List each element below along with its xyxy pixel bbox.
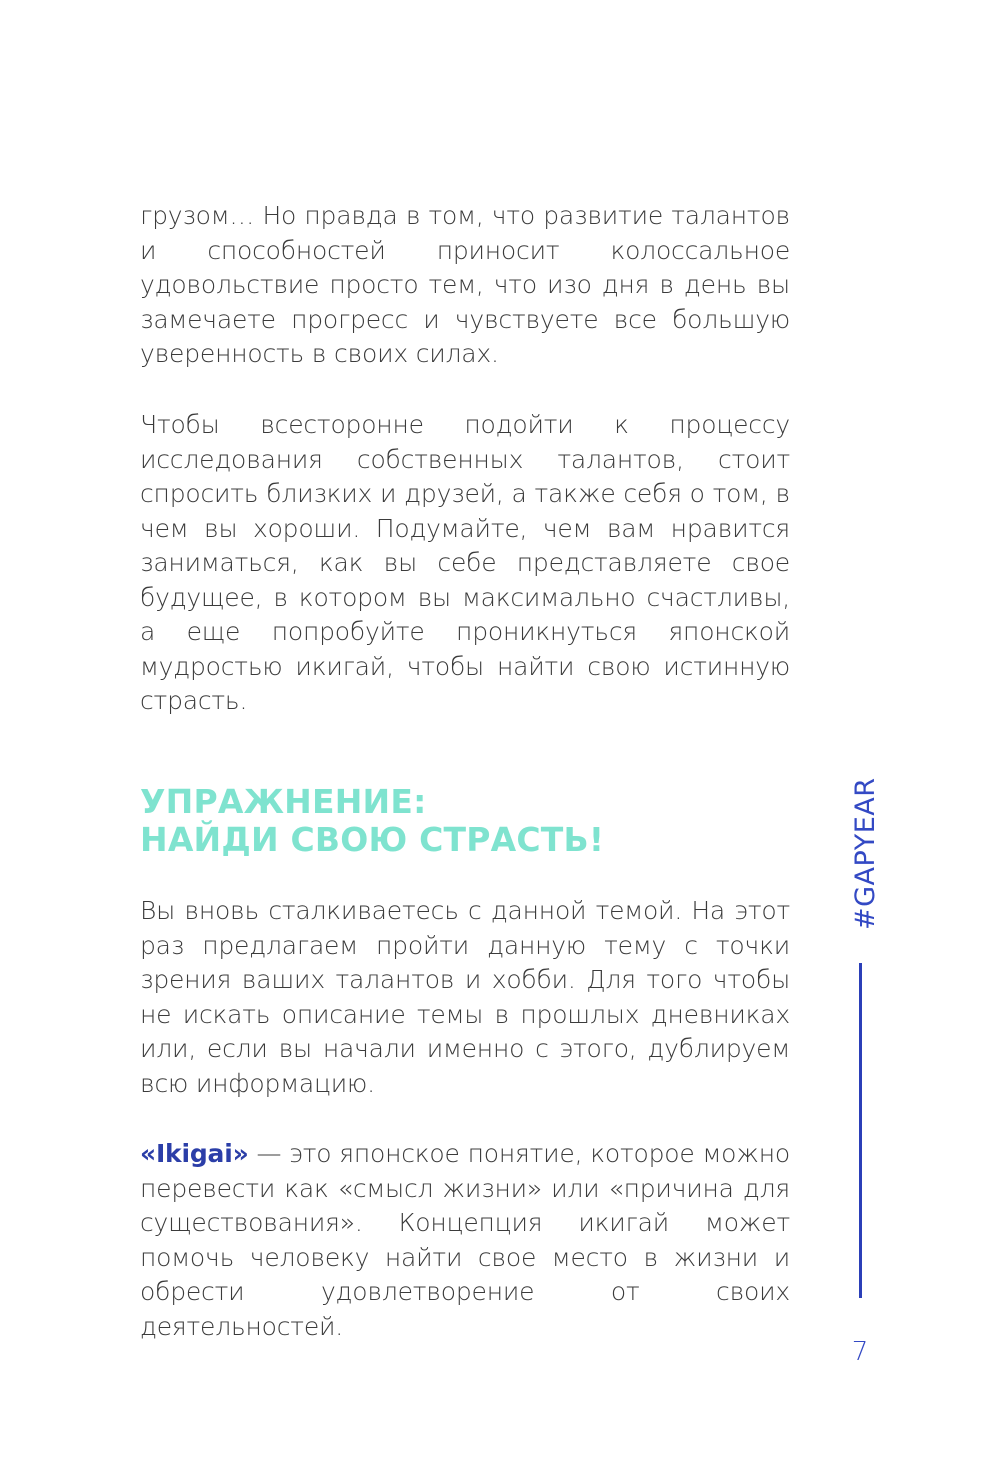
exercise-heading-line-1: УПРАЖНЕНИЕ: — [140, 782, 427, 821]
body-paragraph-talents-progress: грузом… Но правда в том, что развитие талантов и способностей приносит колоссальное удовольствие просто тем, что изо дня в день вы замечаете прогресс и чувствуете все большую уверенность в своих силах. — [140, 201, 790, 368]
body-paragraph-exercise-intro: Вы вновь сталкиваетесь с данной темой. На этот раз предлагаем пройти данную тему с точки зрения ваших талантов и хобби. Для того чтобы не искать описание темы в прошлых дневниках или, если вы начали именно с этого, дублируем всю информацию. — [140, 896, 790, 1098]
exercise-heading — [140, 783, 790, 859]
ikigai-term: «Ikigai» — [140, 1139, 249, 1168]
body-paragraph-explore-talents: Чтобы всесторонне подойти к процессу исследования собственных талантов, стоит спросить близких и друзей, а также себя о том, в чем вы хороши. Подумайте, чем вам нравится заниматься, как вы себе представляете свое будущее, в котором вы максимально счастливы, а еще попробуйте проникнуться японской мудростью икигай, чтобы найти свою истинную страсть. — [140, 410, 790, 715]
exercise-heading-line-2: НАЙДИ СВОЮ СТРАСТЬ! — [140, 820, 605, 859]
page-number: 7 — [851, 1337, 869, 1367]
body-paragraph-ikigai-definition — [140, 1137, 790, 1344]
gapyear-side-tag — [841, 777, 881, 930]
gapyear-side-tag-text: #GAPYEAR — [850, 777, 881, 930]
ikigai-definition-text: — это японское понятие, которое можно перевести как «смысл жизни» или «причина для существования». Концепция икигай может помочь человеку найти свое место в жизни и обрести удовлетворение от своих деятельностей. — [140, 1139, 790, 1341]
side-divider-line — [859, 963, 862, 1298]
